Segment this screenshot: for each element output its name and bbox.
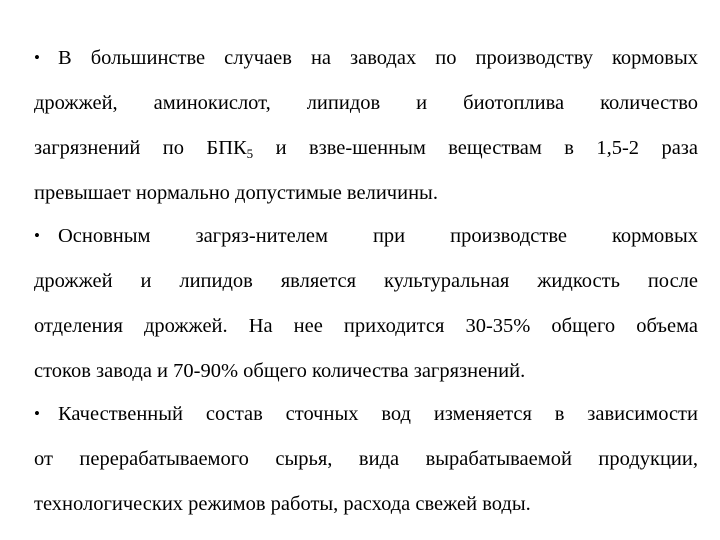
paragraph-3-line-2: от перерабатываемого сырья, вида вырабатываемой продукции,: [34, 448, 698, 470]
bullet-marker: •: [34, 48, 40, 67]
paragraph-1-text-1: В большинстве случаев на заводах по производству кормовых: [58, 47, 698, 69]
bullet-marker: •: [34, 226, 40, 245]
paragraph-2-line-1: [34, 222, 698, 250]
bullet-marker: •: [34, 404, 40, 423]
paragraph-3-text-1: Качественный состав сточных вод изменяется в зависимости: [58, 403, 698, 425]
subscript-5: 5: [246, 146, 254, 161]
paragraph-1-line-2: дрожжей, аминокислот, липидов и биотоплива количество: [34, 92, 698, 114]
paragraph-2-text-1: Основным загряз-нителем при производстве кормовых: [58, 225, 698, 247]
paragraph-2-line-2: дрожжей и липидов является культуральная жидкость после: [34, 270, 698, 292]
paragraph-1-line-3: [34, 134, 698, 162]
paragraph-2-line-3: отделения дрожжей. На нее приходится 30-35% общего объема: [34, 315, 698, 337]
paragraph-2-line-4: стоков завода и 70-90% общего количества загрязнений.: [34, 360, 526, 382]
paragraph-1-text-3b: и взве-шенным веществам в 1,5-2 раза: [253, 137, 698, 159]
paragraph-3-line-1: [34, 400, 698, 428]
paragraph-3-line-3: технологических режимов работы, расхода свежей воды.: [34, 493, 531, 515]
paragraph-1-line-4: превышает нормально допустимые величины.: [34, 182, 438, 204]
paragraph-1-text-3a: загрязнений по БПК: [34, 137, 247, 159]
paragraph-1-line-1: [34, 44, 698, 72]
